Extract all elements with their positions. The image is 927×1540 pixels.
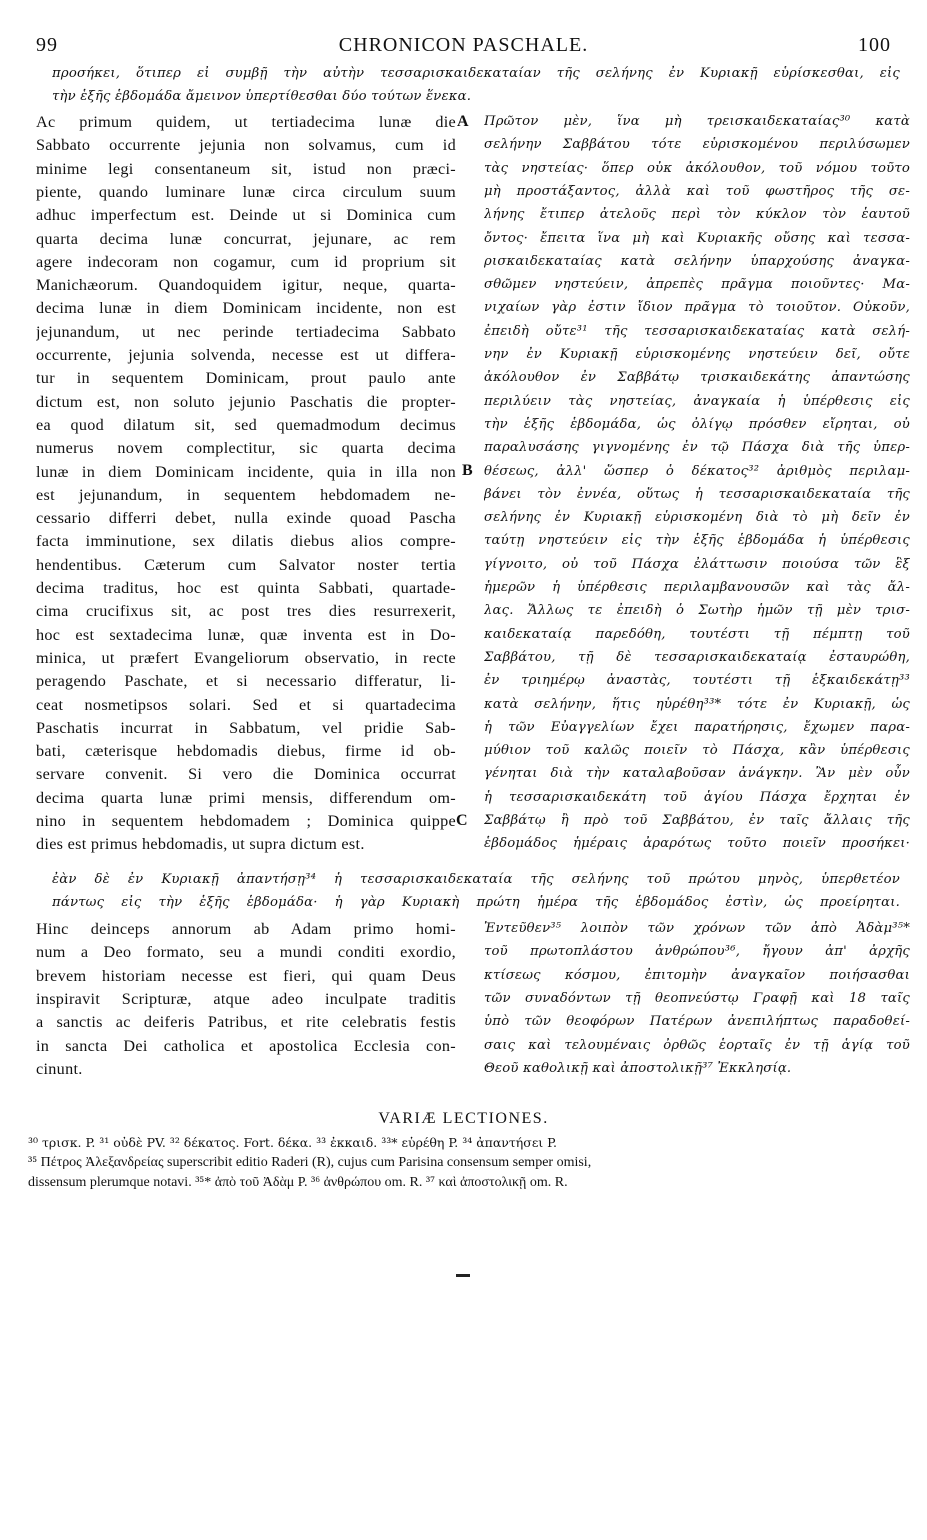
greek-column-line: γίγνοιτο, οὐ τοῦ Πάσχα ἐλάττωσιν ποιούσα τῶν ἓξ [484, 556, 910, 572]
greek-column-line: νην ἐν Κυριακῇ εὑρισκομένης νηστεύειν δεῖ, οὔτε [484, 347, 910, 362]
latin-column-line: Sabbato occurrente jejunia non solvamus, cum id [36, 136, 456, 155]
greek-column-line: τὴν ἑξῆς ἑβδομάδα, ὡς ὀλίγῳ πρόσθεν εἴρηται, οὐ [484, 416, 910, 432]
greek-column-line: κατὰ σελήνην, ἥτις ηὑρέθη³³* τότε ἐν Κυριακῇ, ὡς [484, 696, 910, 712]
latin-column-line: ea quod dilatum sit, sed quemadmodum decimus [36, 415, 456, 434]
latin-column-line: bati, cæterisque hebdomadis diebus, firme id ob- [36, 742, 456, 761]
greek-column-line: ἑβδομάδος ἡμέραις ἀραρότως τοῦτο ποιεῖν προσήκει· [484, 836, 910, 852]
latin-column-2-line: brevem historiam necesse est fieri, qui quam Deus [36, 966, 456, 985]
intro-greek-line: τὴν ἑξῆς ἑβδομάδα ἄμεινον ὑπερτίθεσθαι δύο τούτων ἕνεκα. [52, 89, 472, 104]
latin-column-line: dies est primus hebdomadis, ut supra dictum est. [36, 835, 365, 854]
greek-column-line: ἐπειδὴ οὔτε³¹ τῆς τεσσαρισκαιδεκαταίας κατὰ σελή- [484, 323, 910, 339]
latin-column-line: Manichæorum. Quandoquidem igitur, neque, quarta- [36, 276, 456, 295]
margin-marker-b: B [462, 462, 473, 479]
greek-column-line: Πρῶτον μὲν, ἵνα μὴ τρεισκαιδεκαταίας³⁰ κατὰ [484, 114, 910, 129]
greek-column-2-line: Θεοῦ καθολικῇ καὶ ἀποστολικῇ³⁷ Ἐκκλησίᾳ. [484, 1060, 792, 1076]
greek-column-line: μὴ προστάξαντος, ἀλλὰ καὶ τοῦ φωστῆρος τῆς σε- [484, 183, 910, 199]
greek-column-line: τὰς νηστείας· ὅπερ οὐκ ἀκόλουθον, τοῦ νόμου τοῦτο [484, 160, 910, 176]
wide-greek-line: ἐὰν δὲ ἐν Κυριακῇ ἀπαντήσῃ³⁴ ἡ τεσσαρισκαιδεκαταία τῆς σελήνης τοῦ πρώτου μηνὸς, ὑπερθετέον [52, 872, 900, 887]
page-end-dash [456, 1274, 470, 1277]
latin-column-line: Paschatis incurrat in Sabbatum, vel pridie Sab- [36, 718, 456, 737]
greek-column-2-line: σαις καὶ τελουμέναις ὀρθῶς ἑορταῖς ἐν τῇ ἁγίᾳ τοῦ [484, 1037, 910, 1053]
greek-column-line: θέσεως, ἀλλ' ὥσπερ ὁ δέκατος³² ἀριθμὸς περιλαμ- [484, 463, 910, 479]
latin-column-2-line: a sanctis ac deiferis Patribus, et rite celebratis festis [36, 1013, 456, 1032]
greek-column-line: καιδεκαταίᾳ παρεδόθη, τουτέστι τῇ πέμπτῃ τοῦ [484, 626, 910, 642]
latin-column-line: ceat nosmetipsos solari. Sed et si quartadecima [36, 695, 456, 714]
latin-column-line: minica, ut præfert Evangeliorum observatio, in recte [36, 648, 456, 667]
latin-column-2-line: num a Deo formato, seu a mundi conditi exordio, [36, 943, 456, 962]
latin-column-line: dictum est, non soluto jejunio Paschatis die propter- [36, 392, 456, 411]
greek-column-line: σελήνην Σαββάτου τότε εὑρισκομένου περιλύσωμεν [484, 137, 910, 153]
greek-column-2-line: τοῦ πρωτοπλάστου ἀνθρώπου³⁶, ἤγουν ἀπ' ἀρχῆς [484, 944, 910, 960]
latin-column-line: agere indecoram non cogamur, cum id proprium sit [36, 252, 456, 271]
variae-line: ³⁰ τρισκ. P. ³¹ οὐδὲ PV. ³² δέκατος. Fort. δέκα. ³³ ἐκκαιδ. ³³* εὑρέθη P. ³⁴ ἀπαντήσει P. [28, 1135, 558, 1150]
latin-column-line: decima quarta lunæ primi mensis, differendum om- [36, 788, 456, 807]
latin-column-line: numerus novem complectitur, sic quarta decima [36, 439, 456, 458]
page-number-left: 99 [36, 34, 58, 56]
latin-column-2-line: in sancta Dei catholica et apostolica Ecclesia con- [36, 1036, 456, 1055]
latin-column-line: lunæ in diem Dominicam incidente, quia in illa non [36, 462, 456, 481]
running-title: CHRONICON PASCHALE. [338, 34, 589, 56]
margin-marker-a: A [457, 113, 469, 130]
latin-column-line: Ac primum quidem, ut tertiadecima lunæ die [36, 113, 456, 131]
latin-column-line: piente, quando luminare lunæ circa circulum suum [36, 182, 456, 201]
latin-column-line: decima lunæ in diem Dominicam incidente, non est [36, 299, 456, 318]
latin-column-2-line: inspiravit Scripturæ, atque adeo inculpate traditis [36, 989, 456, 1008]
latin-column-line: jejunandum, ut nec perinde tertiadecima Sabbato [36, 322, 456, 341]
greek-column-line: βάνει τὸν ἐννέα, οὕτως ἡ τεσσαρισκαιδεκαταία τῆς [484, 486, 910, 502]
greek-column-line: περιλύειν τὰς νηστείας, ἀναγκαία ἡ ὑπέρθεσις εἰς [484, 393, 910, 409]
variae-line: dissensum plerumque notavi. ³⁵* ἀπὸ τοῦ Ἀδὰμ P. ³⁶ ἀνθρώπου om. R. ³⁷ καὶ ἀποστολικῇ om. R. [28, 1175, 568, 1190]
latin-column-line: occurrente, jejunia solvenda, necesse est ut differa- [36, 346, 456, 364]
page-number-right: 100 [858, 34, 891, 56]
latin-column-2-line: Hinc deinceps annorum ab Adam primo homi- [36, 920, 456, 938]
latin-column-line: hoc est sextadecima lunæ, quæ inventa est in Do- [36, 625, 456, 644]
greek-column-line: ἀκόλουθον ἐν Σαββάτῳ τρισκαιδεκάτης ἀπαντώσης [484, 370, 910, 386]
greek-column-line: ἐν τριημέρῳ ἀναστὰς, τουτέστι τῇ ἑξκαιδεκάτῃ³³ [484, 673, 910, 689]
latin-column-2-line: cinunt. [36, 1059, 83, 1078]
greek-column-line: ρισκαιδεκαταίας κατὰ σελήνην ὑπαρχούσης ἀναγκα- [484, 253, 910, 269]
latin-column-line: cima crucifixus sit, ac post tres dies resurrexerit, [36, 602, 456, 621]
greek-column-line: παραλυσάσης γιγνομένης ἐν τῷ Πάσχα διὰ τῆς ὑπερ- [484, 440, 910, 456]
wide-greek-line: πάντως εἰς τὴν ἑξῆς ἑβδομάδα· ἡ γὰρ Κυριακὴ πρώτη ἡμέρα τῆς ἑβδομάδος ἐστὶν, ὡς προείρηται. [52, 895, 900, 910]
latin-column-line: quarta decima lunæ concurrat, jejunare, ac rem [36, 229, 456, 248]
variae-line: ³⁵ Πέτρος Ἀλεξανδρείας superscribit editio Raderi (R), cujus cum Parisina consensum semper omisi, [28, 1155, 592, 1170]
greek-column-line: μύθιον τοῦ καλῶς ποιεῖν τὸ Πάσχα, κἂν ὑπέρθεσις [484, 743, 910, 759]
greek-column-line: ἡ τεσσαρισκαιδεκάτη τοῦ ἁγίου Πάσχα ἔρχηται ἐν [484, 789, 910, 805]
latin-column-line: tur in sequentem Dominicam, prout paulo ante [36, 369, 456, 388]
latin-column-line: nino in sequentem hebdomadem ; Dominica quippe [36, 812, 456, 830]
greek-column-line: λήνης ἔτιπερ ἀτελοῦς περὶ τὸν κύκλον τὸν ἑαυτοῦ [484, 207, 910, 223]
greek-column-line: σθῶμεν νηστεύειν, ἀπρεπὲς πρᾶγμα ποιοῦντες· Μα- [484, 277, 910, 293]
greek-column-line: λας. Ἄλλως τε ἐπειδὴ ὁ Σωτὴρ ἡμῶν τῇ μὲν τρισ- [484, 603, 910, 619]
latin-column-line: est jejunandum, in sequentem hebdomadem ne- [36, 485, 456, 504]
greek-column-line: ἡ τῶν Εὐαγγελίων ἔχει παρατήρησις, ἔχωμεν παρα- [484, 719, 910, 735]
latin-column-line: decima traditus, hoc est quinta Sabbati, quartade- [36, 579, 456, 597]
greek-column-line: Σαββάτῳ ἢ πρὸ τοῦ Σαββάτου, ἐν ταῖς ἄλλαις τῆς [484, 813, 910, 828]
greek-column-2-line: τῶν συναδόντων τῇ θεοπνεύστῳ Γραφῇ καὶ 18 ταῖς [484, 990, 910, 1006]
greek-column-2-line: κτίσεως κόσμου, ἐπιτομὴν ἀναγκαῖον ποιήσασθαι [484, 967, 910, 983]
variae-heading: VARIÆ LECTIONES. [378, 1110, 549, 1127]
latin-column-line: minime legi consentaneum sit, istud non præci- [36, 159, 456, 178]
intro-greek-line: προσήκει, ὅτιπερ εἰ συμβῇ τὴν αὐτὴν τεσσαρισκαιδεκαταίαν τῆς σελήνης ἐν Κυριακῇ εὑρίσκεσθαι, εἰς [52, 66, 900, 81]
greek-column-line: ὄντος· ἔπειτα ἵνα μὴ καὶ Κυριακῆς οὔσης καὶ τεσσα- [484, 230, 910, 246]
greek-column-2-line: ὑπὸ τῶν θεοφόρων Πατέρων ἀνεπιλήπτως παραδοθεί- [484, 1014, 910, 1030]
latin-column-line: servare convenit. Si vero die Dominica occurrat [36, 765, 456, 784]
greek-column-2-line: Ἐντεῦθεν³⁵ λοιπὸν τῶν χρόνων τῶν ἀπὸ Ἀδὰμ³⁵* [484, 921, 910, 936]
greek-column-line: ταύτῃ νηστεύειν εἰς τὴν ἑξῆς ἑβδομάδα ἡ ὑπέρθεσις [484, 533, 910, 549]
latin-column-line: cessario differri debet, nulla exinde quoad Pascha [36, 509, 456, 528]
latin-column-line: adhuc imperfectum est. Deinde ut si Dominica cum [36, 206, 456, 225]
latin-column-line: facta imminutione, sex dilatis diebus alios compre- [36, 532, 456, 551]
greek-column-line: νιχαίων γὰρ ἐστιν ἴδιον πρᾶγμα τὸ τοιοῦτον. Οὐκοῦν, [484, 300, 910, 316]
greek-column-line: γένηται διὰ τὴν καταλαβοῦσαν ἀνάγκην. Ἂν μὲν οὖν [484, 766, 910, 782]
greek-column-line: Σαββάτου, τῇ δὲ τεσσαρισκαιδεκαταίᾳ ἐσταυρώθη, [484, 649, 910, 665]
greek-column-line: σελήνης ἐν Κυριακῇ εὑρισκομένη διὰ τὸ μὴ δεῖν ἐν [484, 510, 910, 526]
latin-column-line: peragendo Paschate, et si necessario differatur, li- [36, 672, 456, 691]
running-header [36, 34, 891, 60]
greek-column-line: ἡμερῶν ἡ ὑπέρθεσις περιλαμβανουσῶν καὶ τὰς ἄλ- [484, 580, 910, 595]
margin-marker-c: C [456, 812, 468, 829]
latin-column-line: hendentibus. Cæterum cum Salvator noster tertia [36, 555, 456, 574]
